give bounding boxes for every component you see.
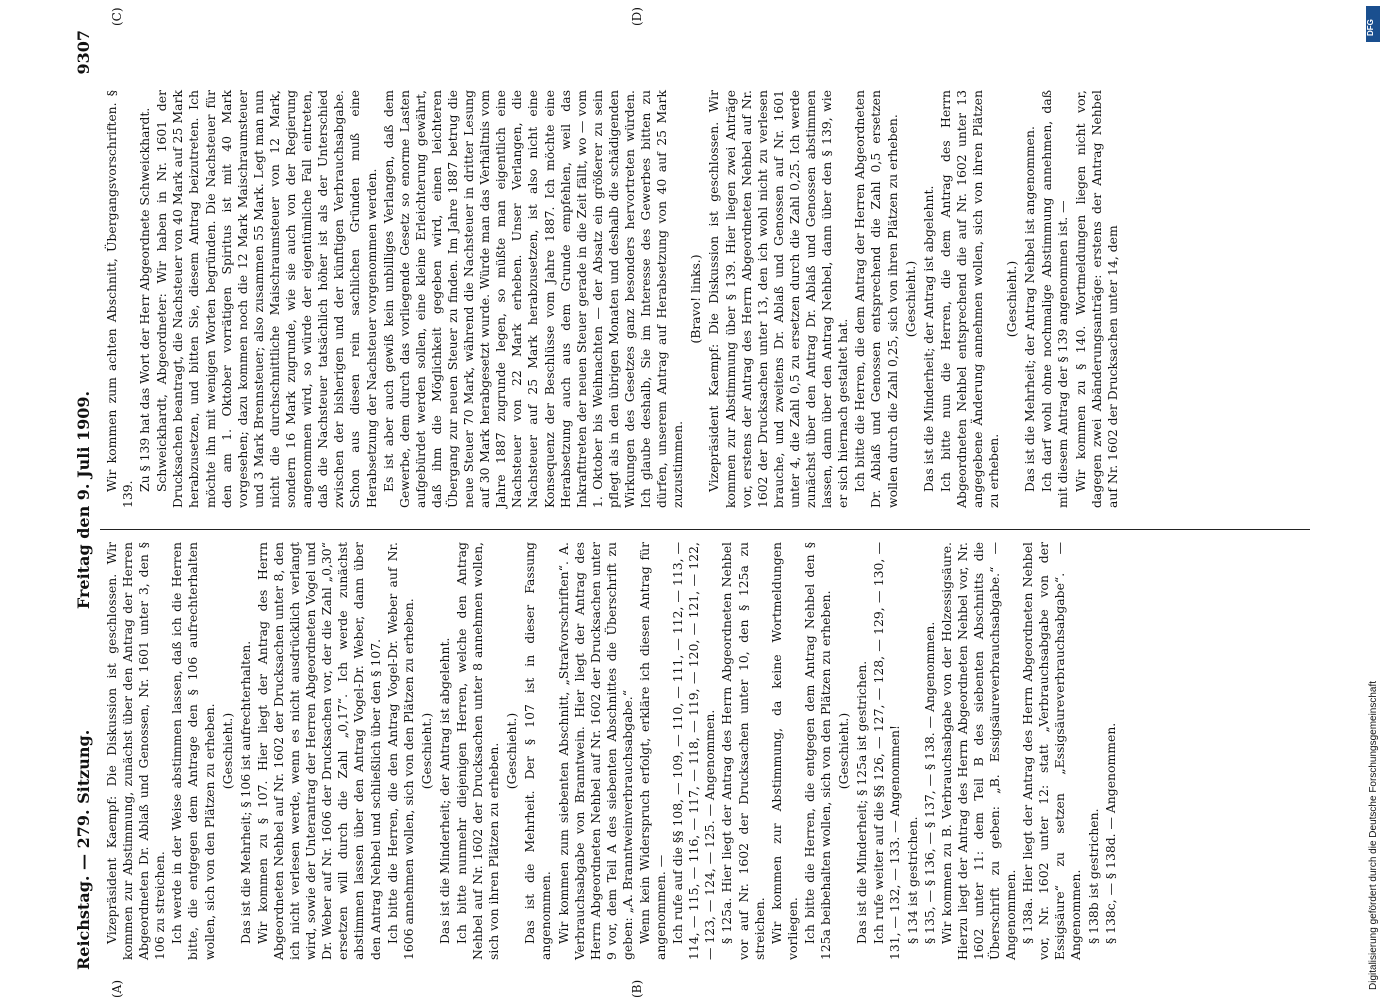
paragraph: § 138a. Hier liegt der Antrag des Herrn Abgeordneten Nehbel vor, Nr. 1602 unter 12: statt „Verbrauchsabgabe von der Essigsäure“ zu setzen „Essigsäureverbrauchsabgabe“. — Angenommen.	[1020, 542, 1084, 960]
digitization-credit: Digitalisierung gefördert durch die Deutsche Forschungsgemeinschaft	[1368, 680, 1379, 990]
paragraph: § 135, — § 136, — § 137, — § 138. — Angenommen.	[921, 621, 937, 944]
paragraph: Vizepräsident Kaempf: Die Diskussion ist geschlossen. Wir kommen zur Abstimmung, zunächst über den Antrag der Herren Abgeordneten Dr. Ablaß und Genossen, Nr. 1601 unter 3, den § 106 zu streichen.	[104, 542, 168, 960]
paragraph: Ich bitte die Herren, die den Antrag Vogel-Dr. Weber auf Nr. 1606 annehmen wollen, sich von den Plätzen zu erheben.	[384, 542, 416, 960]
paragraph: Zu § 139 hat das Wort der Herr Abgeordnete Schweickhardt.	[137, 107, 153, 492]
paragraph: Ich werde in der Weise abstimmen lassen, daß ich die Herren bitte, die entgegen dem Antrage den § 106 aufrechterhalten wollen, sich von den Plätzen zu erheben.	[169, 542, 217, 960]
paragraph: Ich rufe weiter auf die §§ 126, — 127, — 128, — 129, — 130, — 131, — 132, — 133. — Angenommen!	[871, 542, 903, 960]
paragraph: Das ist die Minderheit; § 125a ist gestrichen.	[854, 660, 870, 944]
rotated-page-content	[70, 7, 1360, 998]
paragraph: Das ist die Mehrheit; § 106 ist aufrechterhalten.	[237, 640, 253, 944]
paragraph: Wir kommen zu B. Verbrauchsabgabe von der Holzessigsäure. Hierzu liegt der Antrag des Herrn Abgeordneten Nehbel vor, Nr. 1602 unter 11: dem Teil B des siebenten Abschnitts die Überschrift zu geben: „B. Essigsäureverbrauchsabgabe.“ — Angenommen.	[938, 542, 1019, 960]
paragraph: Das ist die Minderheit; der Antrag ist abgelehnt.	[436, 637, 452, 944]
paragraph: Das ist die Mehrheit. Der § 107 ist in dieser Fassung angenommen.	[522, 542, 554, 960]
paragraph: Wir kommen zum achten Abschnitt, Übergangsvorschriften. § 139.	[104, 90, 136, 508]
paragraph: Das ist die Minderheit; der Antrag ist abgelehnt.	[920, 185, 936, 492]
paragraph: (Bravo! links.)	[688, 254, 704, 344]
column-divider	[100, 529, 1310, 530]
header-date: Freitag den 9. Juli 1909.	[74, 390, 93, 610]
paragraph: Vizepräsident Kaempf: Die Diskussion ist geschlossen. Wir kommen zur Abstimmung über § 139. Hier liegen zwei Anträge vor, erstens der Antrag des Herrn Abgeordneten Nehbel auf Nr. 1602 der Drucksachen unter 13, den ich wohl nicht zu verlesen brauche, und zweitens Dr. Ablaß und Genossen auf Nr. 1601 unter 4, die Zahl 0,5 zu ersetzen durch die Zahl 0,25. Ich werde zunächst über den Antrag Dr. Ablaß und Genossen abstimmen lassen, dann über den Antrag Nehbel, dann über den § 139, wie er sich hiernach gestaltet hat.	[706, 90, 851, 508]
paragraph: (Geschieht.)	[504, 712, 520, 790]
paragraph: Ich bitte die Herren, die dem Antrag der Herren Abgeordneten Dr. Ablaß und Genossen entsprechend die Zahl 0,5 ersetzen wollen durch die Zahl 0,25, sich von ihren Plätzen zu erheben.	[852, 90, 900, 508]
dfg-logo-text: DFG	[1366, 19, 1375, 36]
paragraph: Ich bitte nun die Herren, die dem Antrag des Herrn Abgeordneten Nehbel entsprechend die auf Nr. 1602 unter 13 angegebene Änderung annehmen wollen, sich von ihren Plätzen zu erheben.	[937, 90, 1002, 508]
paragraph: (Geschieht.)	[1004, 260, 1020, 338]
paragraph: Wir kommen zu § 107. Hier liegt der Antrag des Herrn Abgeordneten Nehbel auf Nr. 1602 der Drucksachen unter 8, den ich nicht verlesen werde, wenn es nicht ausdrücklich verlangt wird, sowie der Unterantrag der Herren Abgeordneten Vogel und Dr. Weber auf Nr. 1606 der Drucksachen vor, der die Zahl „0,30“ ersetzen will durch die Zahl „0,17“. Ich werde zunächst abstimmen lassen über den Antrag Vogel-Dr. Weber, dann über den Antrag Nehbel und schließlich über den § 107.	[254, 542, 383, 960]
paragraph: § 138c, — § 138d. — Angenommen.	[1102, 722, 1118, 944]
paragraph: (Geschieht.)	[418, 712, 434, 790]
paragraph: § 138b ist gestrichen.	[1085, 808, 1101, 944]
paragraph: (Geschieht.)	[836, 712, 852, 790]
paragraph: § 134 ist gestrichen.	[904, 816, 920, 944]
paragraph: Wenn kein Widerspruch erfolgt, erkläre ich diesen Antrag für angenommen. —	[637, 542, 669, 960]
paragraph: Ich rufe auf die §§ 108, — 109, — 110, — 111, — 112, — 113, — 114, — 115, — 116, — 117, — 118, — 119, — 120, — 121, — 122, — 123, — 124, — 125. — Angenommen.	[670, 542, 718, 960]
paragraph: Das ist die Mehrheit; der Antrag Nehbel ist angenommen.	[1022, 126, 1038, 492]
paragraph: (Geschieht.)	[902, 260, 918, 338]
page-header	[70, 30, 98, 970]
margin-marker-b: (B)	[630, 979, 644, 998]
right-column	[104, 90, 1122, 508]
margin-marker-c: (C)	[110, 7, 124, 26]
paragraph: § 125a. Hier liegt der Antrag des Herrn Abgeordneten Nehbel vor auf Nr. 1602 der Drucksachen unter 10, den § 125a zu streichen.	[719, 542, 767, 960]
paragraph: Wir kommen zur Abstimmung, da keine Wortmeldungen vorliegen.	[768, 542, 800, 960]
paragraph: Schweickhardt, Abgeordneter: Wir haben in Nr. 1601 der Drucksachen beantragt, die Nachsteuer von 40 Mark auf 25 Mark herabzusetzen, und bitten Sie, diesem Antrag beizutreten. Ich möchte ihn mit wenigen Worten begründen. Die Nachsteuer für den am 1. Oktober vorrätigen Spiritus ist mit 40 Mark vorgesehen; dazu kommen noch die 12 Mark Maischraumsteuer und 3 Mark Brennsteuer; also zusammen 55 Mark. Legt man nun nicht die durchschnittliche Maischraumsteuer von 12 Mark, sondern 16 Mark zugrunde, wie sie auch von der Regierung angenommen wird, so würde der eigentümliche Fall eintreten, daß die Nachsteuer tatsächlich höher ist als der Unterschied zwischen der bisherigen und der künftigen Verbrauchsabgabe. Schon aus diesen rein sachlichen Gründen muß eine Herabsetzung der Nachsteuer vorgenommen werden.	[154, 90, 379, 508]
header-page-number: 9307	[74, 30, 93, 75]
paragraph: Ich bitte nunmehr diejenigen Herren, welche den Antrag Nehbel auf Nr. 1602 der Drucksachen unter 8 annehmen wollen, sich von ihren Plätzen zu erheben.	[453, 542, 502, 960]
margin-marker-a: (A)	[110, 979, 124, 998]
paragraph: Wir kommen zum siebenten Abschnitt, „Strafvorschriften“. A. Verbrauchsabgabe von Branntwein. Hier liegt der Antrag des Herrn Abgeordneten Nehbel auf Nr. 1602 der Drucksachen unter 9 vor, dem Teil A des siebenten Abschnittes die Überschrift zu geben: „A. Branntweinverbrauchsabgabe.“	[555, 542, 635, 960]
margin-marker-d: (D)	[630, 7, 644, 26]
header-session: Reichstag. — 279. Sitzung.	[74, 729, 93, 970]
paragraph: Ich darf wohl ohne nochmalige Abstimmung annehmen, daß mit diesem Antrag der § 139 angenommen ist. —	[1039, 90, 1071, 508]
paragraph: Wir kommen zu § 140. Wortmeldungen liegen nicht vor, dagegen zwei Abänderungsanträge: erstens der Antrag Nehbel auf Nr. 1602 der Drucksachen unter 14, dem	[1072, 90, 1120, 508]
paragraph: Ich bitte die Herren, die entgegen dem Antrag Nehbel den § 125a beibehalten wollen, sich von den Plätzen zu erheben.	[801, 542, 834, 960]
paragraph: Es ist aber auch gewiß kein unbilliges Verlangen, daß dem Gewerbe, dem durch das vorliegende Gesetz so enorme Lasten aufgebürdet werden sollen, eine kleine Erleichterung gewährt, daß ihm die Möglichkeit gegeben wird, einen leichteren Übergang zur neuen Steuer zu finden. Im Jahre 1887 betrug die neue Steuer 70 Mark, während die Nachsteuer in dritter Lesung auf 30 Mark herabgesetzt wurde. Würde man das Verhältnis vom Jahre 1887 zugrunde legen, so müßte man eigentlich eine Nachsteuer von 22 Mark erheben. Unser Verlangen, die Nachsteuer auf 25 Mark herabzusetzen, ist also nicht eine Konsequenz der Beschlüsse vom Jahre 1887. Ich möchte eine Herabsetzung auch aus dem Grunde empfehlen, weil das Inkrafttreten der neuen Steuer gerade in die Zeit fällt, wo — vom 1. Oktober bis Weihnachten — der Absatz ein größerer zu sein pflegt als in den übrigen Monaten und deshalb die schädigenden Wirkungen des Gesetzes ganz besonders hervortreten würden. Ich glaube deshalb, Sie im Interesse des Gewerbes bitten zu dürfen, unserem Antrag auf Herabsetzung von 40 auf 25 Mark zuzustimmen.	[380, 90, 686, 508]
paragraph: (Geschieht.)	[219, 712, 235, 790]
left-column	[104, 542, 1120, 960]
